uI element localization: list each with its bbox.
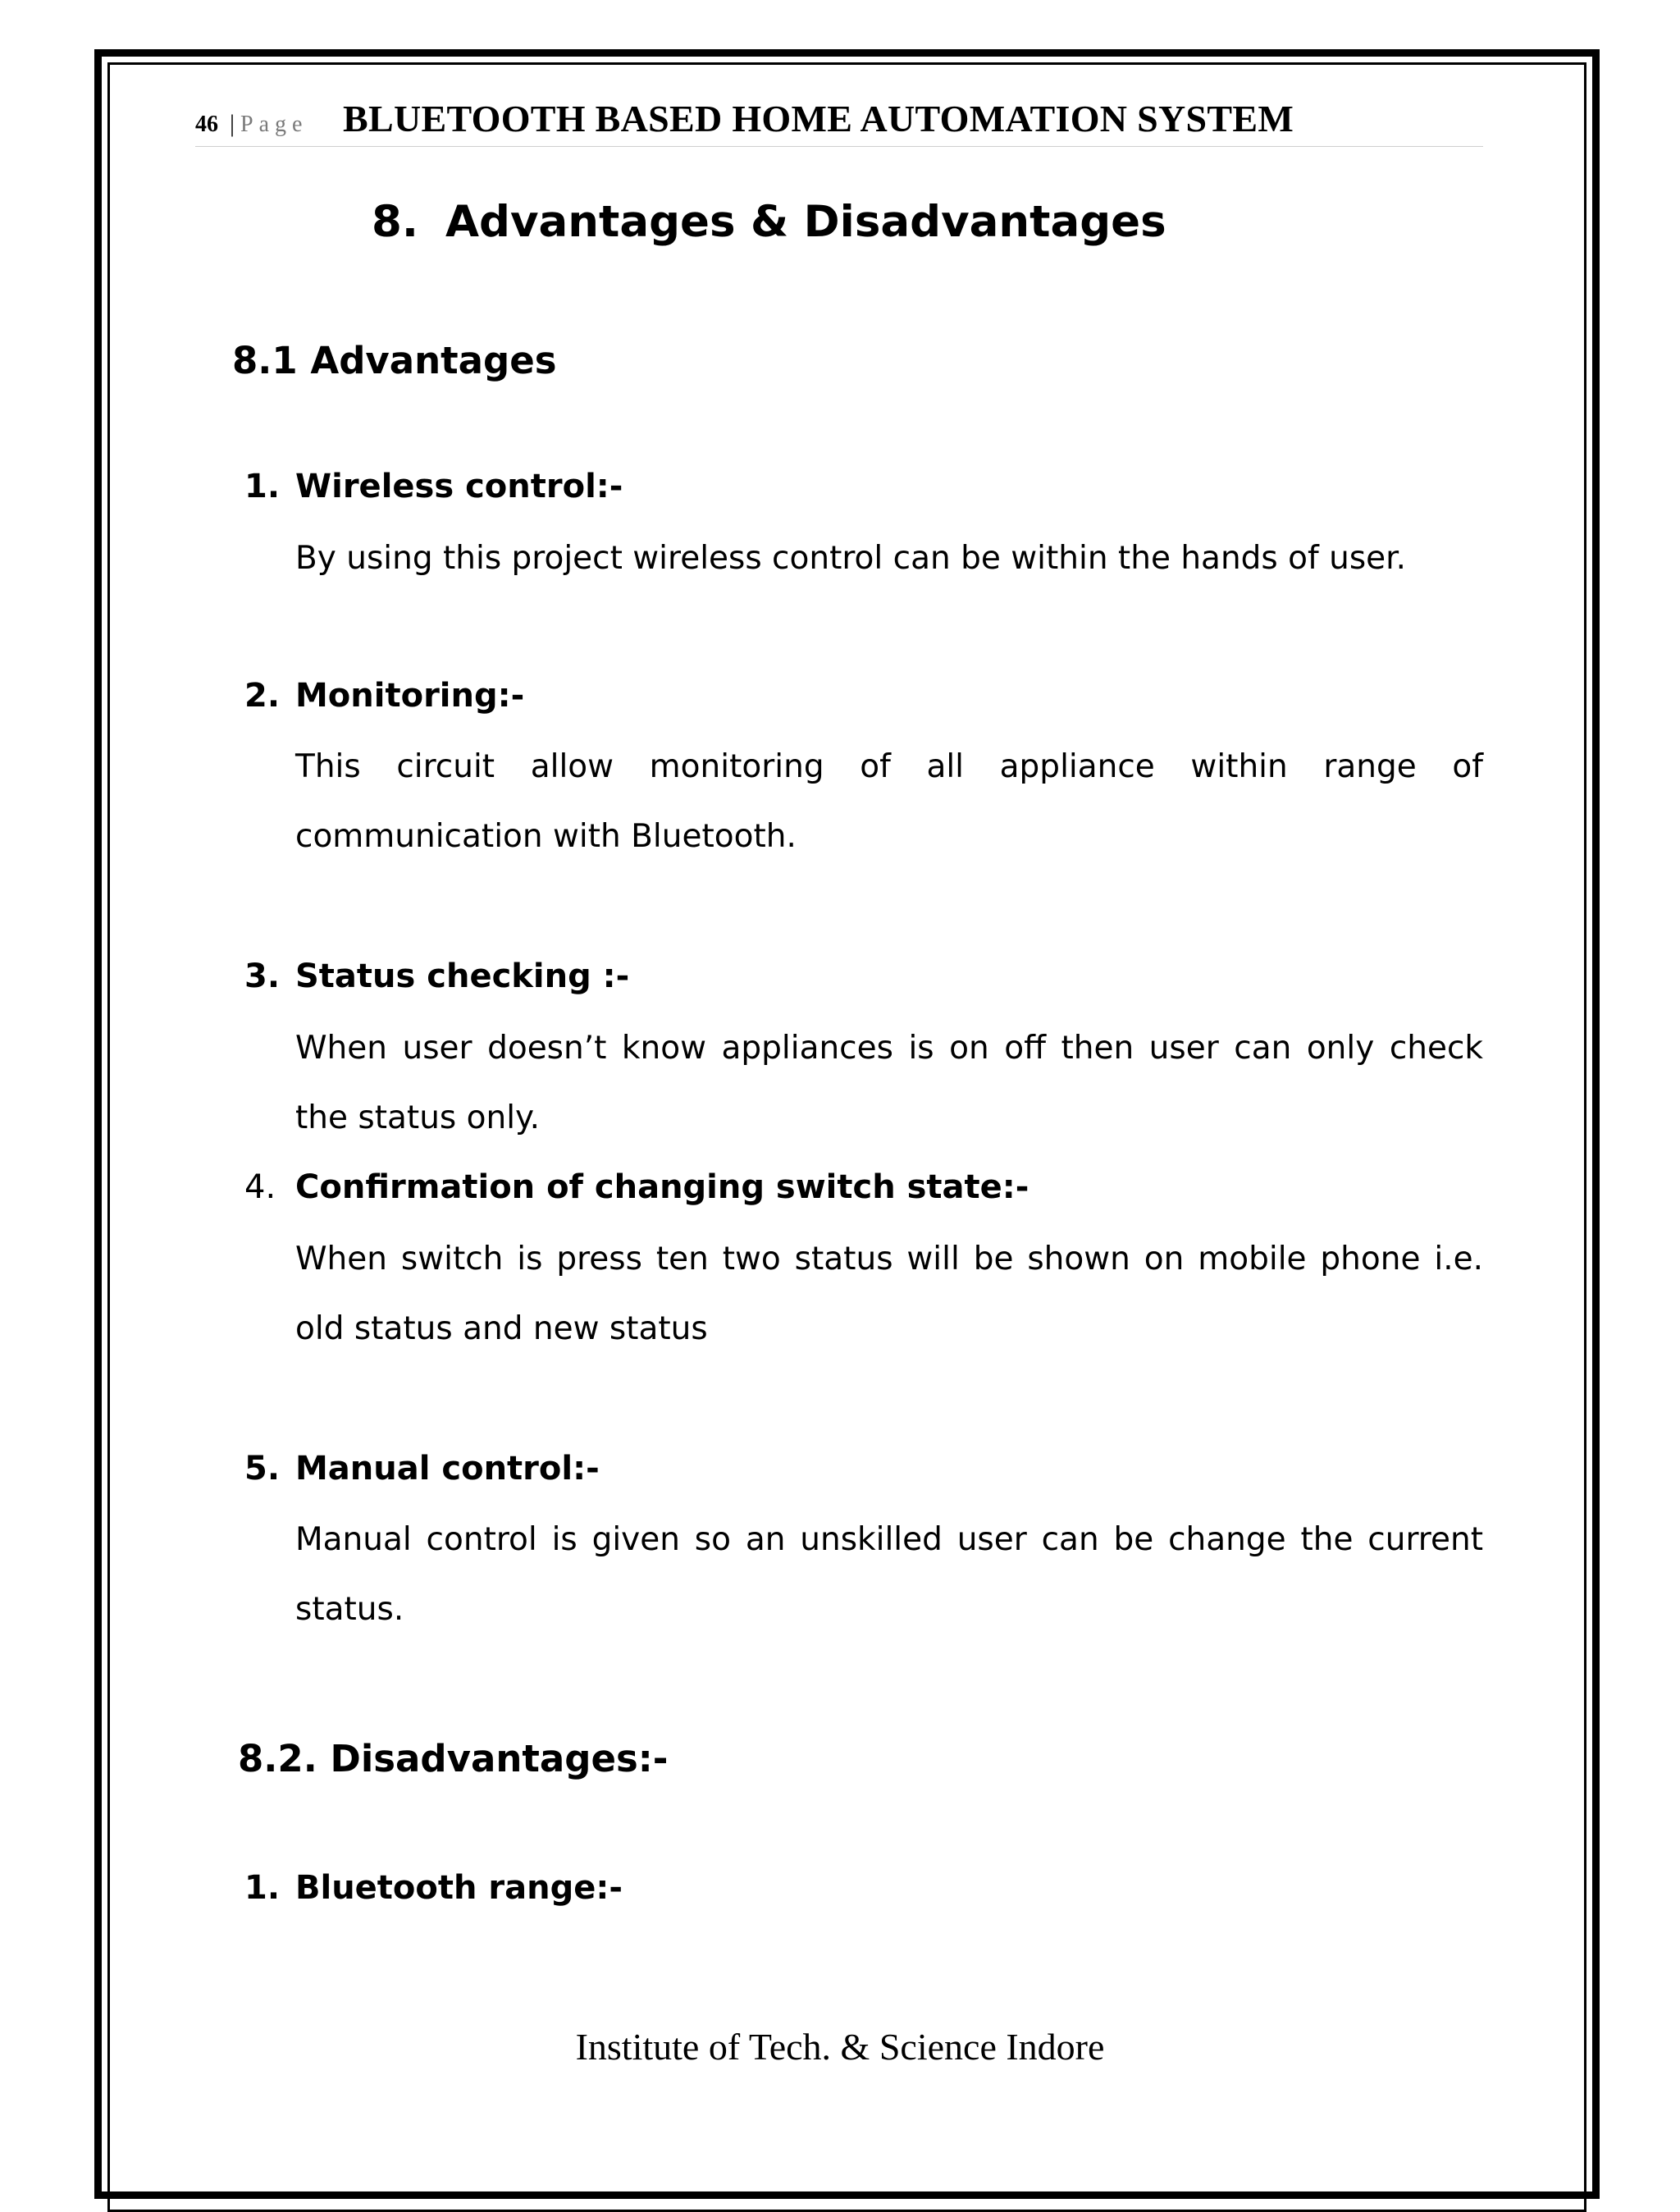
section-heading-advantages: 8.1 Advantages	[232, 339, 557, 382]
chapter-title	[372, 197, 1166, 247]
list-item-heading	[244, 468, 623, 505]
list-item-title: Monitoring:-	[295, 677, 525, 715]
list-item-heading	[244, 1450, 600, 1488]
list-item-number: 4.	[244, 1168, 276, 1206]
page-label: Page	[240, 112, 308, 137]
list-item-heading	[244, 1168, 1029, 1206]
page-number: 46	[195, 112, 218, 137]
page-footer: Institute of Tech. & Science Indore	[575, 2026, 1105, 2068]
list-item-title: Bluetooth range:-	[295, 1869, 623, 1907]
page-separator: |	[230, 110, 235, 137]
list-item-title: Wireless control:-	[295, 468, 623, 505]
list-item-number: 1.	[244, 1869, 281, 1907]
list-item-body: Manual control is given so an unskilled user can be change the current status.	[295, 1521, 1483, 1628]
list-item-body: When switch is press ten two status will be shown on mobile phone i.e. old status and new status	[295, 1241, 1483, 1347]
list-item-title: Status checking :-	[295, 957, 630, 995]
document-title: BLUETOOTH BASED HOME AUTOMATION SYSTEM	[343, 98, 1294, 139]
chapter-title-text: Advantages & Disadvantages	[445, 197, 1166, 247]
list-item-number: 2.	[244, 677, 281, 715]
section-heading-disadvantages: 8.2. Disadvantages:-	[238, 1737, 669, 1780]
list-item-body: By using this project wireless control can be within the hands of user.	[295, 540, 1407, 577]
list-item-body: This circuit allow monitoring of all appliance within range of communication with Bluetooth.	[295, 748, 1483, 855]
list-item-title: Confirmation of changing switch state:-	[295, 1168, 1029, 1206]
chapter-number: 8.	[372, 197, 419, 247]
list-item-heading	[244, 677, 524, 715]
list-item-number: 5.	[244, 1450, 281, 1488]
list-item-title: Manual control:-	[295, 1450, 600, 1488]
list-item-heading	[244, 1869, 623, 1907]
list-item-number: 3.	[244, 957, 281, 995]
list-item-body: When user doesn’t know appliances is on off then user can only check the status only.	[295, 1030, 1483, 1136]
list-item-number: 1.	[244, 468, 281, 505]
list-item-heading	[244, 957, 629, 995]
